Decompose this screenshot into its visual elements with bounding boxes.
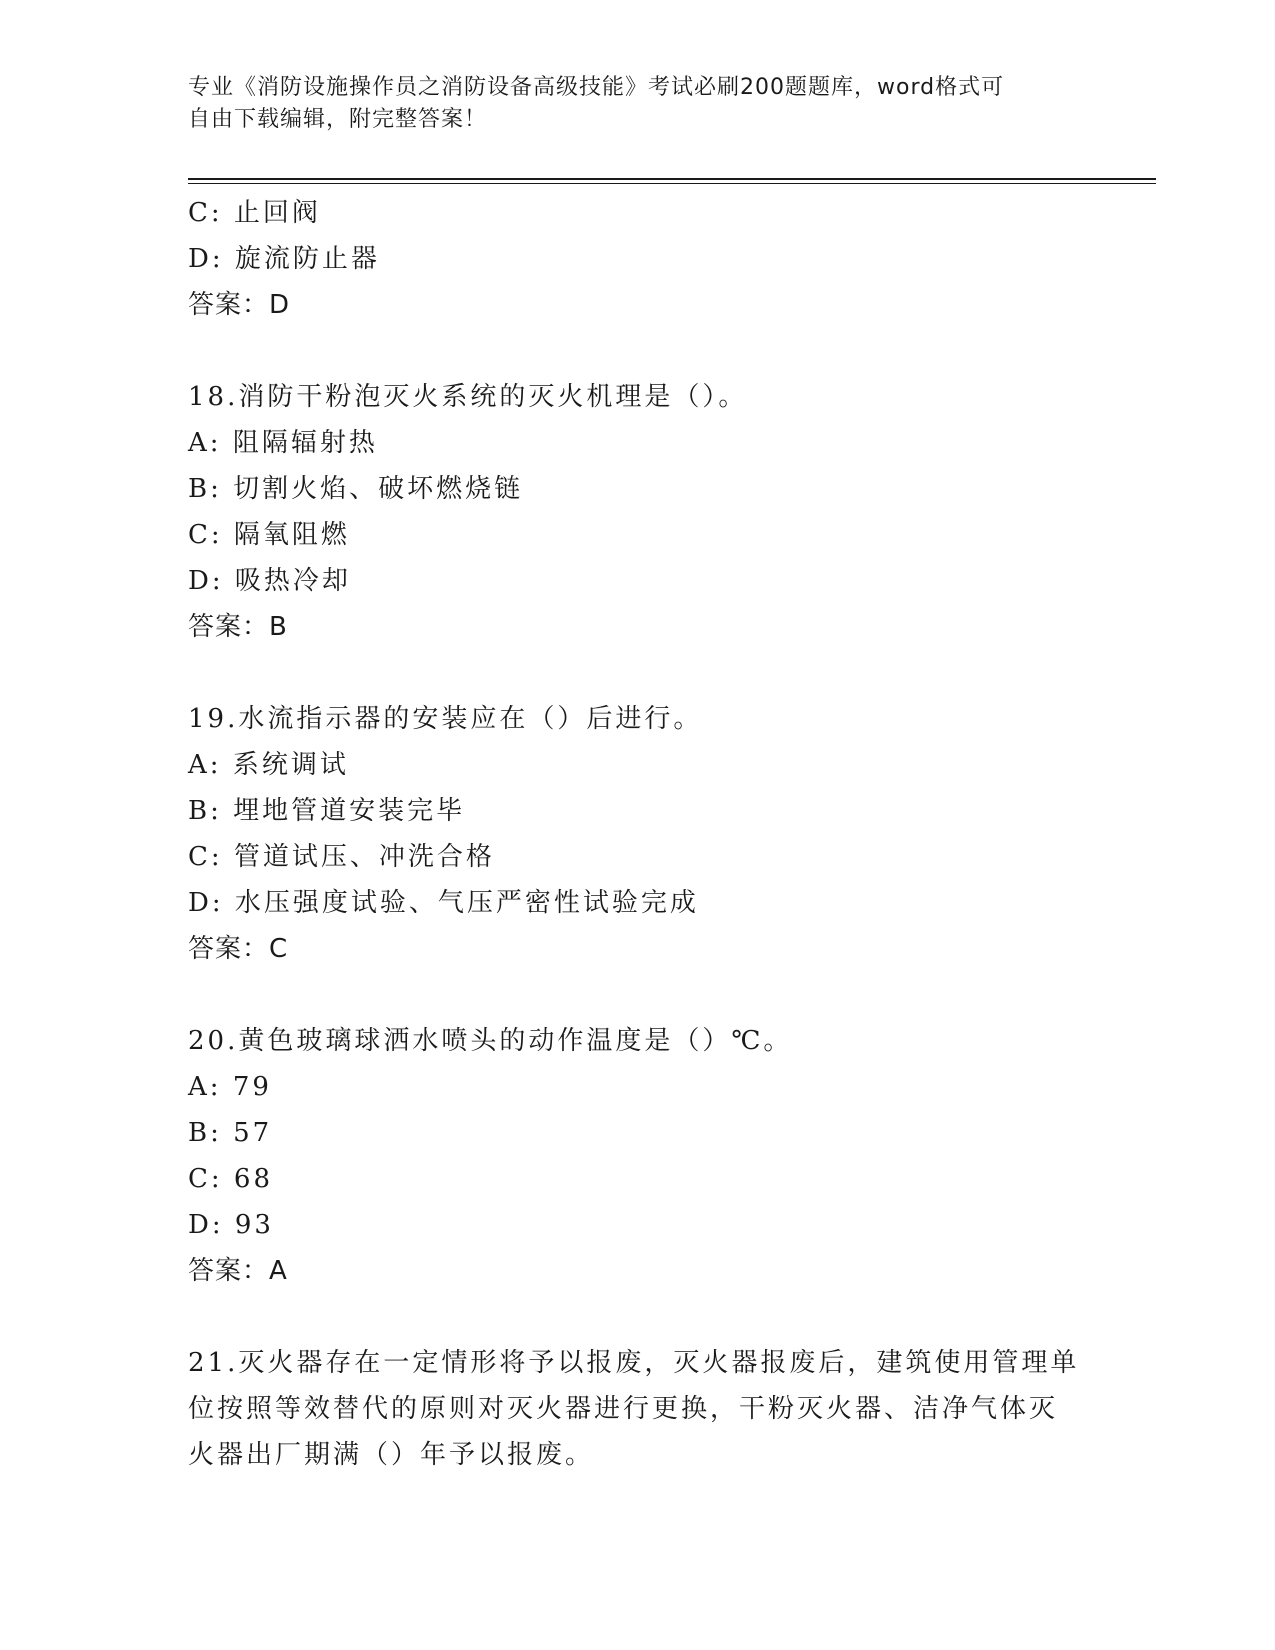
question-stem: 18.消防干粉泡灭火系统的灭火机理是（）。 xyxy=(188,382,748,412)
option-a: A: 阻隔辐射热 xyxy=(188,428,378,458)
header-rule-thick xyxy=(188,178,1156,180)
option-c: C: 隔氧阻燃 xyxy=(188,520,350,550)
question-stem-line-2: 位按照等效替代的原则对灭火器进行更换，干粉灭火器、洁净气体灭 xyxy=(188,1394,1059,1424)
option-d: D: 水压强度试验、气压严密性试验完成 xyxy=(188,888,699,918)
answer: 答案：B xyxy=(188,612,288,642)
option-d: D: 吸热冷却 xyxy=(188,566,351,596)
question-stem-line-3: 火器出厂期满（）年予以报废。 xyxy=(188,1440,595,1470)
option-d: D: 93 xyxy=(188,1210,274,1240)
option-d: D: 旋流防止器 xyxy=(188,244,380,274)
question-19 xyxy=(188,696,1088,972)
option-a: A: 79 xyxy=(188,1072,272,1102)
answer: 答案：A xyxy=(188,1256,288,1286)
question-stem: 20.黄色玻璃球洒水喷头的动作温度是（）℃。 xyxy=(188,1026,793,1056)
question-18 xyxy=(188,374,1088,650)
answer: 答案：C xyxy=(188,934,289,964)
question-20 xyxy=(188,1018,1088,1294)
question-stem-line-1: 21.灭火器存在一定情形将予以报废，灭火器报废后，建筑使用管理单 xyxy=(188,1348,1080,1378)
document-header xyxy=(188,72,1088,136)
prev-question xyxy=(188,190,1088,328)
option-a: A: 系统调试 xyxy=(188,750,349,780)
option-c: C: 止回阀 xyxy=(188,198,321,228)
answer: 答案：D xyxy=(188,290,291,320)
question-21 xyxy=(188,1340,1088,1478)
header-rule-thin xyxy=(188,183,1156,184)
question-stem: 19.水流指示器的安装应在（）后进行。 xyxy=(188,704,703,734)
option-c: C: 68 xyxy=(188,1164,274,1194)
header-line-1: 专业《消防设施操作员之消防设备高级技能》考试必刷200题题库，word格式可 xyxy=(188,75,1005,100)
option-b: B: 57 xyxy=(188,1118,273,1148)
header-line-2: 自由下载编辑，附完整答案！ xyxy=(188,107,488,132)
option-c: C: 管道试压、冲洗合格 xyxy=(188,842,495,872)
option-b: B: 切割火焰、破坏燃烧链 xyxy=(188,474,524,504)
option-b: B: 埋地管道安装完毕 xyxy=(188,796,466,826)
question-content xyxy=(188,190,1088,1478)
